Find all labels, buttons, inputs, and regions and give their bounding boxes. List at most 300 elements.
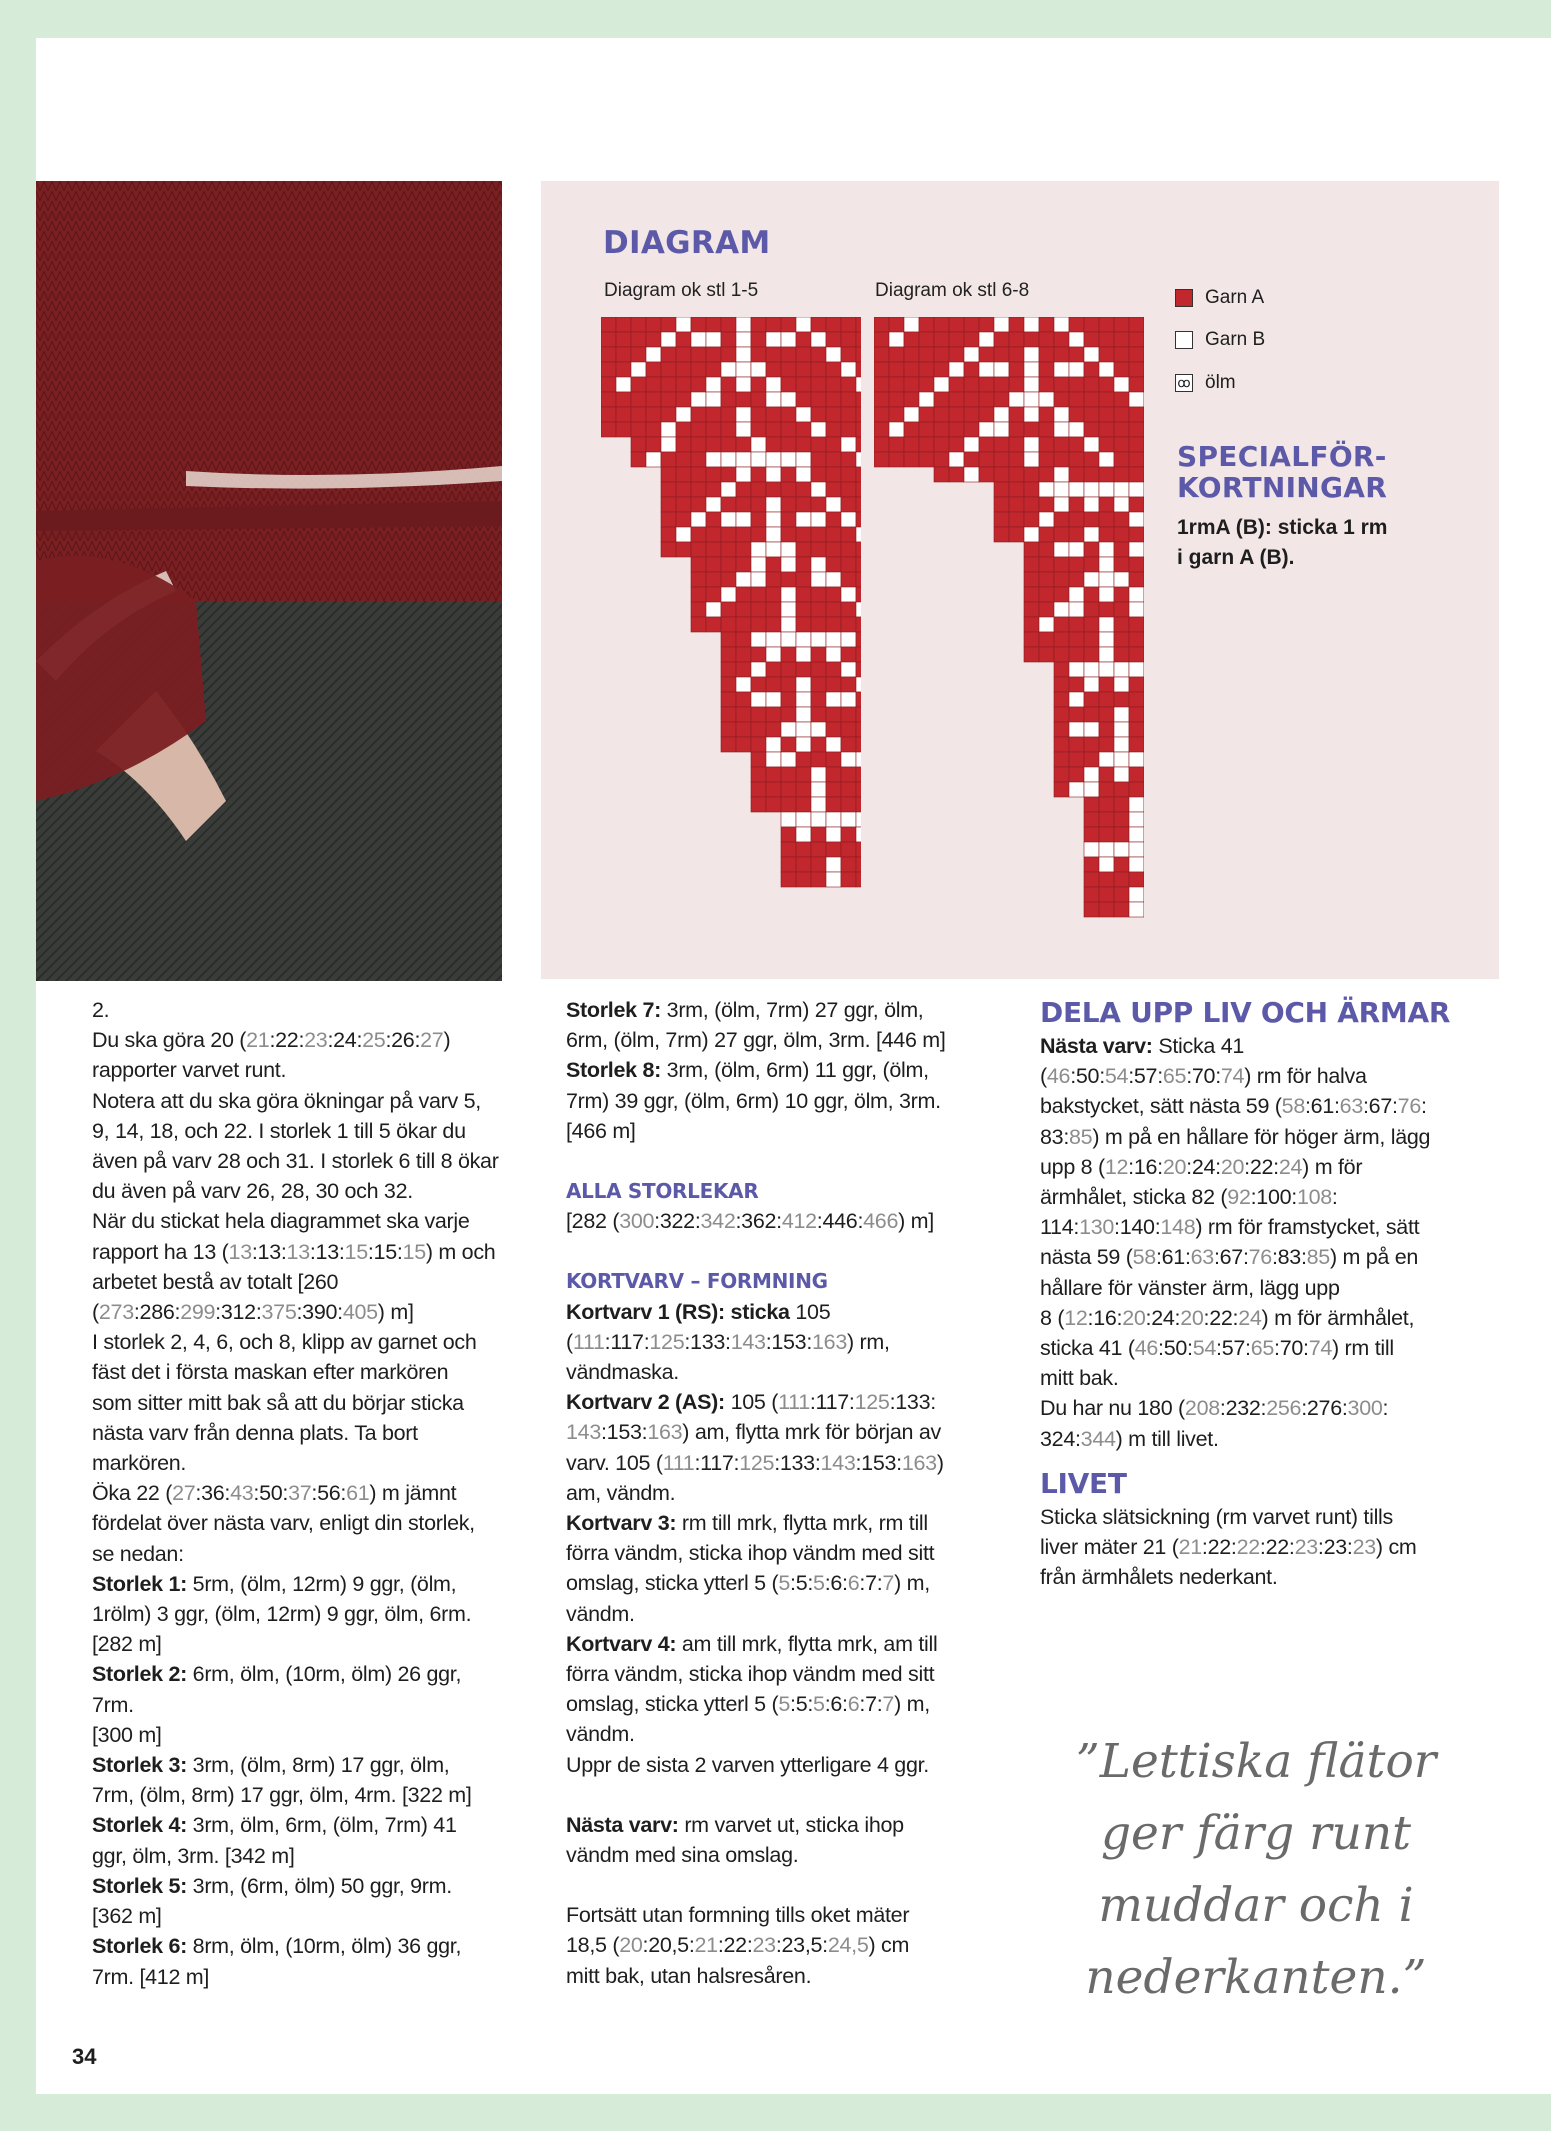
chart-cell: [691, 497, 706, 512]
chart-cell: [706, 332, 721, 347]
text-line: arbetet bestå av totalt [260: [92, 1269, 339, 1294]
chart-cell: [1114, 602, 1129, 617]
chart-cell: [826, 497, 841, 512]
chart-cell: [826, 422, 841, 437]
chart-cell: [1129, 662, 1144, 677]
chart-cell: [826, 362, 841, 377]
chart-cell: [1084, 797, 1099, 812]
chart-cell: [856, 707, 861, 722]
chart-cell: [949, 467, 964, 482]
chart-cell: [751, 527, 766, 542]
chart-cell: [1039, 632, 1054, 647]
chart-cell: [856, 497, 861, 512]
chart-cell: [841, 842, 856, 857]
chart-cell: [1024, 347, 1039, 362]
chart-cell: [796, 482, 811, 497]
chart-cell: [736, 392, 751, 407]
chart-cell: [1114, 557, 1129, 572]
chart-cell: [781, 872, 796, 887]
chart-cell: [781, 602, 796, 617]
chart-cell: [1129, 467, 1144, 482]
chart-cell: [841, 527, 856, 542]
chart-cell: [1039, 557, 1054, 572]
chart-cell: [781, 527, 796, 542]
chart-cell: [1069, 737, 1084, 752]
chart-cell: [766, 467, 781, 482]
chart-cell: [889, 317, 904, 332]
chart-cell: [1129, 422, 1144, 437]
text-line: som sitter mitt bak så att du börjar sticka: [92, 1390, 464, 1415]
chart-cell: [934, 362, 949, 377]
chart-cell: [751, 452, 766, 467]
chart-cell: [979, 407, 994, 422]
chart-cell: [841, 452, 856, 467]
chart-cell: [1099, 317, 1114, 332]
chart-cell: [1009, 422, 1024, 437]
text-line: hållare för vänster ärm, lägg upp: [1040, 1275, 1340, 1300]
chart-cell: [796, 632, 811, 647]
chart-cell: [721, 377, 736, 392]
text-line: vändm med sina omslag.: [566, 1843, 799, 1868]
chart-cell: [676, 332, 691, 347]
chart-cell: [811, 452, 826, 467]
chart-cell: [811, 362, 826, 377]
chart-cell: [841, 752, 856, 767]
chart-cell: [1039, 602, 1054, 617]
quote-line: ger färg runt: [1100, 1806, 1412, 1861]
chart-cell: [1114, 317, 1129, 332]
chart-cell: [1024, 422, 1039, 437]
text-line: sticka 41 (46:50:54:57:65:70:74) rm till: [1040, 1336, 1394, 1361]
chart-cell: [964, 347, 979, 362]
chart-cell: [1099, 647, 1114, 662]
chart-cell: [1069, 422, 1084, 437]
chart-cell: [751, 512, 766, 527]
chart-cell: [949, 392, 964, 407]
chart-cell: [1024, 587, 1039, 602]
chart-cell: [796, 422, 811, 437]
chart-cell: [1039, 527, 1054, 542]
chart-cell: [841, 857, 856, 872]
chart-cell: [1129, 632, 1144, 647]
chart-cell: [811, 842, 826, 857]
legend-garn-b: [1175, 329, 1265, 351]
chart-cell: [1039, 317, 1054, 332]
chart-cell: [856, 752, 861, 767]
chart-cell: [1054, 617, 1069, 632]
chart-cell: [721, 467, 736, 482]
chart-cell: [736, 617, 751, 632]
chart-cell: [994, 362, 1009, 377]
legend-olm: [1175, 372, 1236, 394]
chart-cell: [841, 812, 856, 827]
chart-cell: [751, 617, 766, 632]
text-line: se nedan:: [92, 1541, 184, 1566]
chart-cell: [751, 392, 766, 407]
chart-cell: [751, 422, 766, 437]
chart-cell: [796, 692, 811, 707]
chart-cell: [751, 647, 766, 662]
chart-cell: [751, 497, 766, 512]
chart-cell: [1099, 872, 1114, 887]
chart-cell: [781, 857, 796, 872]
special-title-line-2: KORTNINGAR: [1177, 471, 1388, 504]
chart-cell: [721, 707, 736, 722]
chart-cell: [1114, 497, 1129, 512]
chart-cell: [1069, 362, 1084, 377]
text-line: 7rm, (ölm, 8rm) 17 ggr, ölm, 4rm. [322 m]: [92, 1783, 472, 1808]
chart-cell: [1129, 857, 1144, 872]
chart-cell: [1024, 332, 1039, 347]
chart-cell: [766, 722, 781, 737]
chart-cell: [736, 512, 751, 527]
chart-cell: [1069, 692, 1084, 707]
chart-cell: [1069, 512, 1084, 527]
chart-cell: [661, 482, 676, 497]
chart-cell: [631, 317, 646, 332]
chart-cell: [1099, 542, 1114, 557]
chart-cell: [1084, 542, 1099, 557]
chart-cell: [766, 767, 781, 782]
chart-cell: [721, 332, 736, 347]
chart-cell: [781, 632, 796, 647]
chart-cell: [1009, 527, 1024, 542]
chart-cell: [1114, 452, 1129, 467]
chart-cell: [781, 842, 796, 857]
chart-cell: [994, 527, 1009, 542]
chart-cell: [661, 422, 676, 437]
chart-cell: [1084, 647, 1099, 662]
chart-cell: [1039, 512, 1054, 527]
chart-cell: [1114, 482, 1129, 497]
chart-cell: [1024, 647, 1039, 662]
chart-cell: [964, 422, 979, 437]
chart-cell: [856, 407, 861, 422]
chart-cell: [811, 527, 826, 542]
chart-cell: [1054, 542, 1069, 557]
chart-cell: [1114, 902, 1129, 917]
chart-cell: [1084, 497, 1099, 512]
chart-cell: [1129, 842, 1144, 857]
chart-cell: [1084, 362, 1099, 377]
chart-cell: [766, 512, 781, 527]
chart-cell: [1084, 872, 1099, 887]
chart-cell: [934, 407, 949, 422]
chart-cell: [781, 647, 796, 662]
chart-cell: [691, 452, 706, 467]
chart-cell: [841, 797, 856, 812]
text-line: förra vändm, sticka ihop vändm med sitt: [566, 1541, 935, 1566]
chart-cell: [796, 407, 811, 422]
chart-cell: [751, 572, 766, 587]
chart-cell: [1099, 902, 1114, 917]
chart-cell: [994, 347, 1009, 362]
chart-cell: [751, 317, 766, 332]
chart-cell: [766, 617, 781, 632]
chart-cell: [721, 392, 736, 407]
chart-cell: [841, 392, 856, 407]
chart-cell: [721, 722, 736, 737]
chart-cell: [856, 422, 861, 437]
chart-cell: [811, 662, 826, 677]
chart-cell: [1129, 902, 1144, 917]
chart-cell: [919, 422, 934, 437]
chart-cell: [826, 557, 841, 572]
chart-cell: [1069, 782, 1084, 797]
chart-cell: [934, 317, 949, 332]
text-line: 8 (12:16:20:24:20:22:24) m för ärmhålet,: [1040, 1305, 1415, 1330]
chart-cell: [1129, 752, 1144, 767]
chart-cell: [676, 497, 691, 512]
chart-cell: [979, 467, 994, 482]
quote-line: muddar och i: [1098, 1878, 1414, 1933]
chart-cell: [856, 467, 861, 482]
chart-cell: [1099, 527, 1114, 542]
chart-cell: [766, 392, 781, 407]
chart-cell: [841, 872, 856, 887]
chart-cell: [841, 482, 856, 497]
chart-cell: [736, 647, 751, 662]
chart-cell: [766, 662, 781, 677]
chart-cell: [1069, 317, 1084, 332]
chart-cell: [1054, 437, 1069, 452]
chart-cell: [919, 407, 934, 422]
chart-cell: [826, 377, 841, 392]
chart-cell: [1084, 767, 1099, 782]
chart-cell: [1099, 557, 1114, 572]
chart-cell: [781, 677, 796, 692]
chart-cell: [781, 467, 796, 482]
chart-cell: [1114, 587, 1129, 602]
chart-cell: [796, 782, 811, 797]
chart-cell: [706, 572, 721, 587]
chart-cell: [601, 332, 616, 347]
chart-cell: [781, 617, 796, 632]
chart-cell: [919, 347, 934, 362]
chart-cell: [856, 572, 861, 587]
chart-cell: [1099, 722, 1114, 737]
chart-cell: [721, 677, 736, 692]
chart-cell: [826, 857, 841, 872]
chart-cell: [1024, 512, 1039, 527]
sweater-photo: [36, 181, 502, 981]
text-line: vändm.: [566, 1722, 635, 1747]
chart-cell: [1069, 677, 1084, 692]
short-row-4: Kortvarv 4: am till mrk, flytta mrk, am till: [566, 1631, 938, 1656]
chart-cell: [1084, 347, 1099, 362]
chart-cell: [811, 482, 826, 497]
chart-cell: [736, 572, 751, 587]
chart-cell: [1114, 872, 1129, 887]
chart-cell: [1129, 872, 1144, 887]
chart-cell: [721, 602, 736, 617]
chart-cell: [1054, 662, 1069, 677]
chart-cell: [781, 767, 796, 782]
chart-cell: [1099, 407, 1114, 422]
chart-cell: [949, 452, 964, 467]
chart-cell: [796, 677, 811, 692]
chart-cell: [904, 422, 919, 437]
chart-cell: [874, 452, 889, 467]
chart-cell: [934, 437, 949, 452]
text-line: bakstycket, sätt nästa 59 (58:61:63:67:76:: [1040, 1094, 1427, 1119]
chart-cell: [1129, 452, 1144, 467]
chart-cell: [1114, 737, 1129, 752]
chart-cell: [856, 437, 861, 452]
chart-cell: [691, 587, 706, 602]
chart-cell: [949, 437, 964, 452]
chart-cell: [751, 587, 766, 602]
chart-cell: [856, 842, 861, 857]
chart-cell: [1069, 707, 1084, 722]
chart-cell: [1114, 752, 1129, 767]
chart-cell: [1054, 452, 1069, 467]
text-line: omslag, sticka ytterl 5 (5:5:5:6:6:7:7) m,: [566, 1571, 930, 1596]
chart-cell: [1039, 377, 1054, 392]
chart-cell: [616, 407, 631, 422]
chart-cell: [979, 332, 994, 347]
chart-cell: [1039, 422, 1054, 437]
chart-cell: [1054, 722, 1069, 737]
chart-cell: [736, 542, 751, 557]
chart-cell: [1024, 317, 1039, 332]
chart-cell: [691, 602, 706, 617]
chart-cell: [781, 332, 796, 347]
chart-cell: [1099, 662, 1114, 677]
chart-cell: [1114, 797, 1129, 812]
chart-cell: [616, 422, 631, 437]
chart-cell: [796, 362, 811, 377]
special-abbreviations-title: [1177, 441, 1387, 503]
chart-cell: [691, 467, 706, 482]
chart-cell: [1129, 677, 1144, 692]
chart-cell: [766, 362, 781, 377]
chart-cell: [1099, 737, 1114, 752]
chart-cell: [736, 332, 751, 347]
chart-cell: [1099, 827, 1114, 842]
text-line: även på varv 28 och 31. I storlek 6 till 8 ökar: [92, 1149, 499, 1174]
chart-cell: [721, 347, 736, 362]
chart-cell: [1039, 347, 1054, 362]
chart-cell: [841, 422, 856, 437]
chart-cell: [1129, 722, 1144, 737]
text-line: fördelat över nästa varv, enligt din storlek,: [92, 1511, 475, 1536]
chart-cell: [1114, 527, 1129, 542]
instructions-column-1: [92, 995, 552, 1992]
text-line: Notera att du ska göra ökningar på varv 5,: [92, 1088, 481, 1113]
chart-cell: [1069, 602, 1084, 617]
chart-cell: [1009, 332, 1024, 347]
chart-cell: [646, 392, 661, 407]
chart-cell: [1129, 497, 1144, 512]
chart-cell: [811, 767, 826, 782]
chart-cell: [721, 407, 736, 422]
text-line: 143:153:163) am, flytta mrk för början av: [566, 1420, 941, 1445]
chart-cell: [964, 362, 979, 377]
chart-cell: [1114, 707, 1129, 722]
chart-cell: [1099, 347, 1114, 362]
chart-cell: [781, 827, 796, 842]
chart-cell: [1024, 617, 1039, 632]
chart-cell: [1024, 467, 1039, 482]
chart-cell: [1009, 497, 1024, 512]
chart-cell: [1054, 392, 1069, 407]
chart-cell: [856, 782, 861, 797]
chart-cell: [889, 392, 904, 407]
chart-cell: [706, 587, 721, 602]
chart-cell: [1099, 857, 1114, 872]
chart-cell: [1054, 527, 1069, 542]
chart-cell: [706, 467, 721, 482]
chart-cell: [856, 827, 861, 842]
chart-cell: [796, 812, 811, 827]
chart-cell: [1084, 527, 1099, 542]
chart-cell: [934, 467, 949, 482]
chart-cell: [676, 542, 691, 557]
chart-cell: [796, 722, 811, 737]
chart-cell: [661, 452, 676, 467]
chart-cell: [811, 602, 826, 617]
chart-cell: [856, 392, 861, 407]
text-line: (46:50:54:57:65:70:74) rm för halva: [1040, 1064, 1367, 1089]
chart-cell: [811, 572, 826, 587]
chart-cell: [721, 452, 736, 467]
chart-cell: [1054, 602, 1069, 617]
chart-cell: [1084, 512, 1099, 527]
chart-cell: [1099, 587, 1114, 602]
chart-cell: [796, 557, 811, 572]
chart-cell: [811, 317, 826, 332]
chart-cell: [751, 332, 766, 347]
chart-cell: [1084, 662, 1099, 677]
instructions-column-2: [566, 995, 996, 1991]
chart-cell: [781, 542, 796, 557]
chart-cell: [1039, 407, 1054, 422]
chart-cell: [841, 557, 856, 572]
chart-cell: [1054, 347, 1069, 362]
chart-cell: [796, 827, 811, 842]
chart-cell: [751, 752, 766, 767]
chart-cell: [841, 737, 856, 752]
chart-cell: [691, 317, 706, 332]
chart-cell: [1039, 542, 1054, 557]
chart-cell: [826, 737, 841, 752]
chart-cell: [1114, 407, 1129, 422]
chart-cell: [841, 437, 856, 452]
chart-cell: [841, 317, 856, 332]
chart-cell: [1129, 362, 1144, 377]
chart-cell: [1024, 557, 1039, 572]
chart-cell: [811, 587, 826, 602]
chart-cell: [676, 347, 691, 362]
chart-cell: [856, 677, 861, 692]
chart-cell: [856, 362, 861, 377]
chart-cell: [1024, 407, 1039, 422]
chart-cell: [766, 422, 781, 437]
chart-cell: [766, 782, 781, 797]
chart-cell: [691, 572, 706, 587]
chart-cell: [826, 872, 841, 887]
chart-cell: [676, 452, 691, 467]
chart-cell: [766, 557, 781, 572]
chart-cell: [781, 797, 796, 812]
chart-cell: [949, 332, 964, 347]
chart-cell: [676, 422, 691, 437]
chart-cell: [811, 557, 826, 572]
text-line: 6rm, (ölm, 7rm) 27 ggr, ölm, 3rm. [446 m]: [566, 1028, 946, 1053]
chart-cell: [691, 482, 706, 497]
chart-cell: [736, 602, 751, 617]
